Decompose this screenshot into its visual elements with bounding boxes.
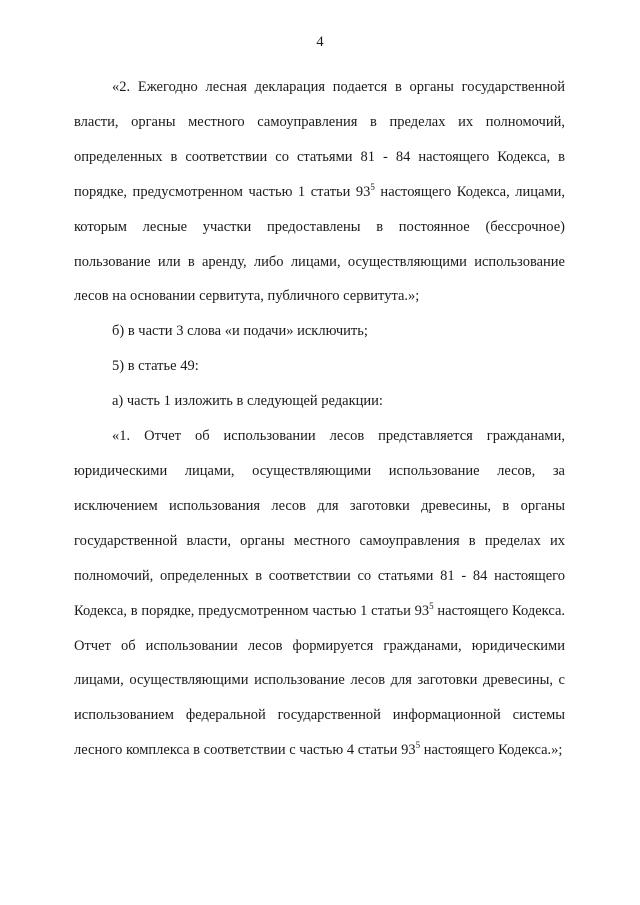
superscript: 5 [429,600,434,611]
superscript: 5 [415,740,421,751]
paragraph-article-49: 5) в статье 49: [112,358,199,375]
paragraph-text: настоящего Кодекса, лицами, которым лесные участки предоставлены в постоянное (бессрочное) пользование или в аренду, либо лицами, осуществляющими использование лесов на основании сервитута, публичного сервитута.»; [74,183,566,305]
paragraph-amendment-b: б) в части 3 слова «и подачи» исключить; [112,323,368,340]
paragraph-text: «1. Отчет об использовании лесов представляется гражданами, юридическими лицами, осуществляющими использование лесов, за исключением использования лесов для заготовки древесины, в органы государственной власти, органы местного самоуправления в пределах их полномочий, определенных в соответствии со статьями 81 - 84 настоящего Кодекса, в порядке, предусмотренном частью 1 статьи 93 [74,428,565,619]
document-body [74,70,565,768]
paragraph-forest-use-report [74,419,565,768]
superscript: 5 [370,181,375,192]
paragraph-amendment-a: а) часть 1 изложить в следующей редакции: [112,393,383,410]
paragraph-text: настоящего Кодекса.»; [420,742,563,759]
paragraph-text: настоящего Кодекса. Отчет об использовании лесов формируется гражданами, юридическими лицами, осуществляющими использование лесов для заготовки древесины, с использованием федеральной государственной информационной системы лесного комплекса в соответствии с частью 4 статьи 93 [74,602,566,759]
paragraph-text: «2. Ежегодно лесная декларация подается в органы государственной власти, органы местного самоуправления в пределах их полномочий, определенных в соответствии со статьями 81 - 84 настоящего Кодекса, в порядке, предусмотренном частью 1 статьи 93 [74,79,565,200]
paragraph-forest-declaration [74,70,565,314]
page-number: 4 [316,34,324,50]
